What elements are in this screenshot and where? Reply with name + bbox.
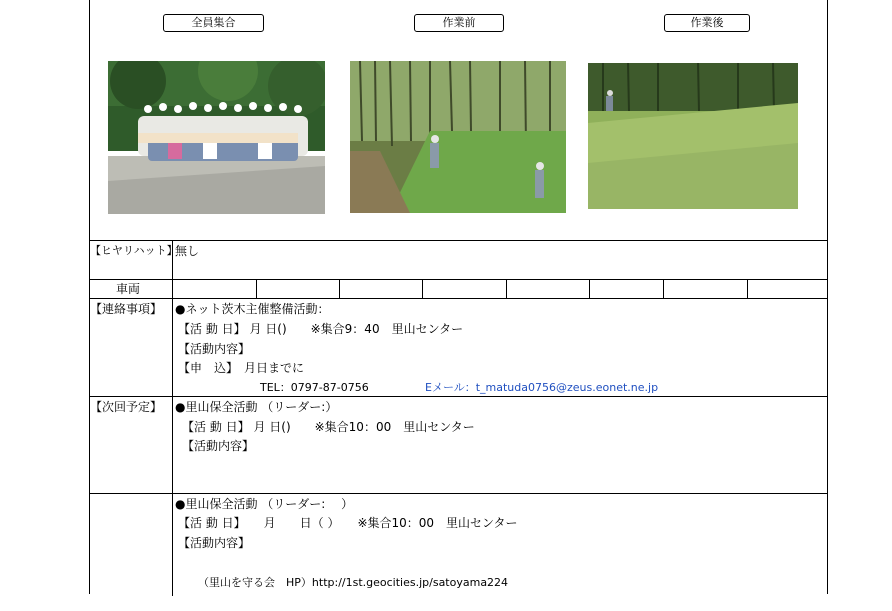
jikai-label: 【次回予定】 [90, 400, 163, 414]
photo-label-group: 全員集合 [163, 14, 264, 32]
group-photo [108, 61, 325, 214]
row-rule-1 [89, 279, 828, 280]
before-work-photo [350, 61, 566, 213]
vehicle-cell-divider [339, 279, 340, 298]
extra-line-1: ●里山保全活動 （リーダー: ） [175, 497, 354, 511]
label-column-rule [172, 240, 173, 596]
renraku-line-2: 【活 動 日】 月 日() ※集合9：40 里山センター [178, 322, 464, 336]
vehicle-label: 車両 [116, 282, 141, 296]
table-top-rule [89, 240, 828, 241]
vehicle-cell-divider [422, 279, 423, 298]
hiyari-value: 無し [175, 244, 200, 258]
row-rule-3 [89, 396, 828, 397]
row-rule-2 [89, 298, 828, 299]
row-rule-4 [89, 493, 828, 494]
vehicle-cell-divider [747, 279, 748, 298]
photo-label-before: 作業前 [414, 14, 504, 32]
jikai-line-3: 【活動内容】 [182, 439, 255, 453]
vehicle-cell-divider [506, 279, 507, 298]
homepage-text: （里山を守る会 HP）http://1st.geocities.jp/satoyama224 [198, 576, 509, 589]
vehicle-cell-divider [663, 279, 664, 298]
extra-line-2: 【活 動 日】 月 日（ ） ※集合10：00 里山センター [178, 516, 518, 530]
renraku-email[interactable]: Eメール：t_matuda0756@zeus.eonet.ne.jp [425, 381, 659, 394]
extra-line-3: 【活動内容】 [178, 536, 251, 550]
vehicle-cell-divider [589, 279, 590, 298]
renraku-line-3: 【活動内容】 [178, 342, 251, 356]
jikai-line-1: ●里山保全活動 （リーダー:） [175, 400, 338, 414]
renraku-label: 【連絡事項】 [90, 302, 163, 316]
photo-label-after: 作業後 [664, 14, 750, 32]
hiyari-label: 【ヒヤリハット】 [90, 244, 178, 257]
jikai-line-2: 【活 動 日】 月 日() ※集合10：00 里山センター [182, 420, 475, 434]
renraku-line-1: ●ネット茨木主催整備活動： [175, 302, 330, 316]
renraku-line-4: 【申 込】 月日までに [178, 361, 305, 375]
renraku-tel: TEL：0797-87-0756 [260, 381, 369, 394]
vehicle-cell-divider [256, 279, 257, 298]
after-work-photo [588, 63, 798, 209]
